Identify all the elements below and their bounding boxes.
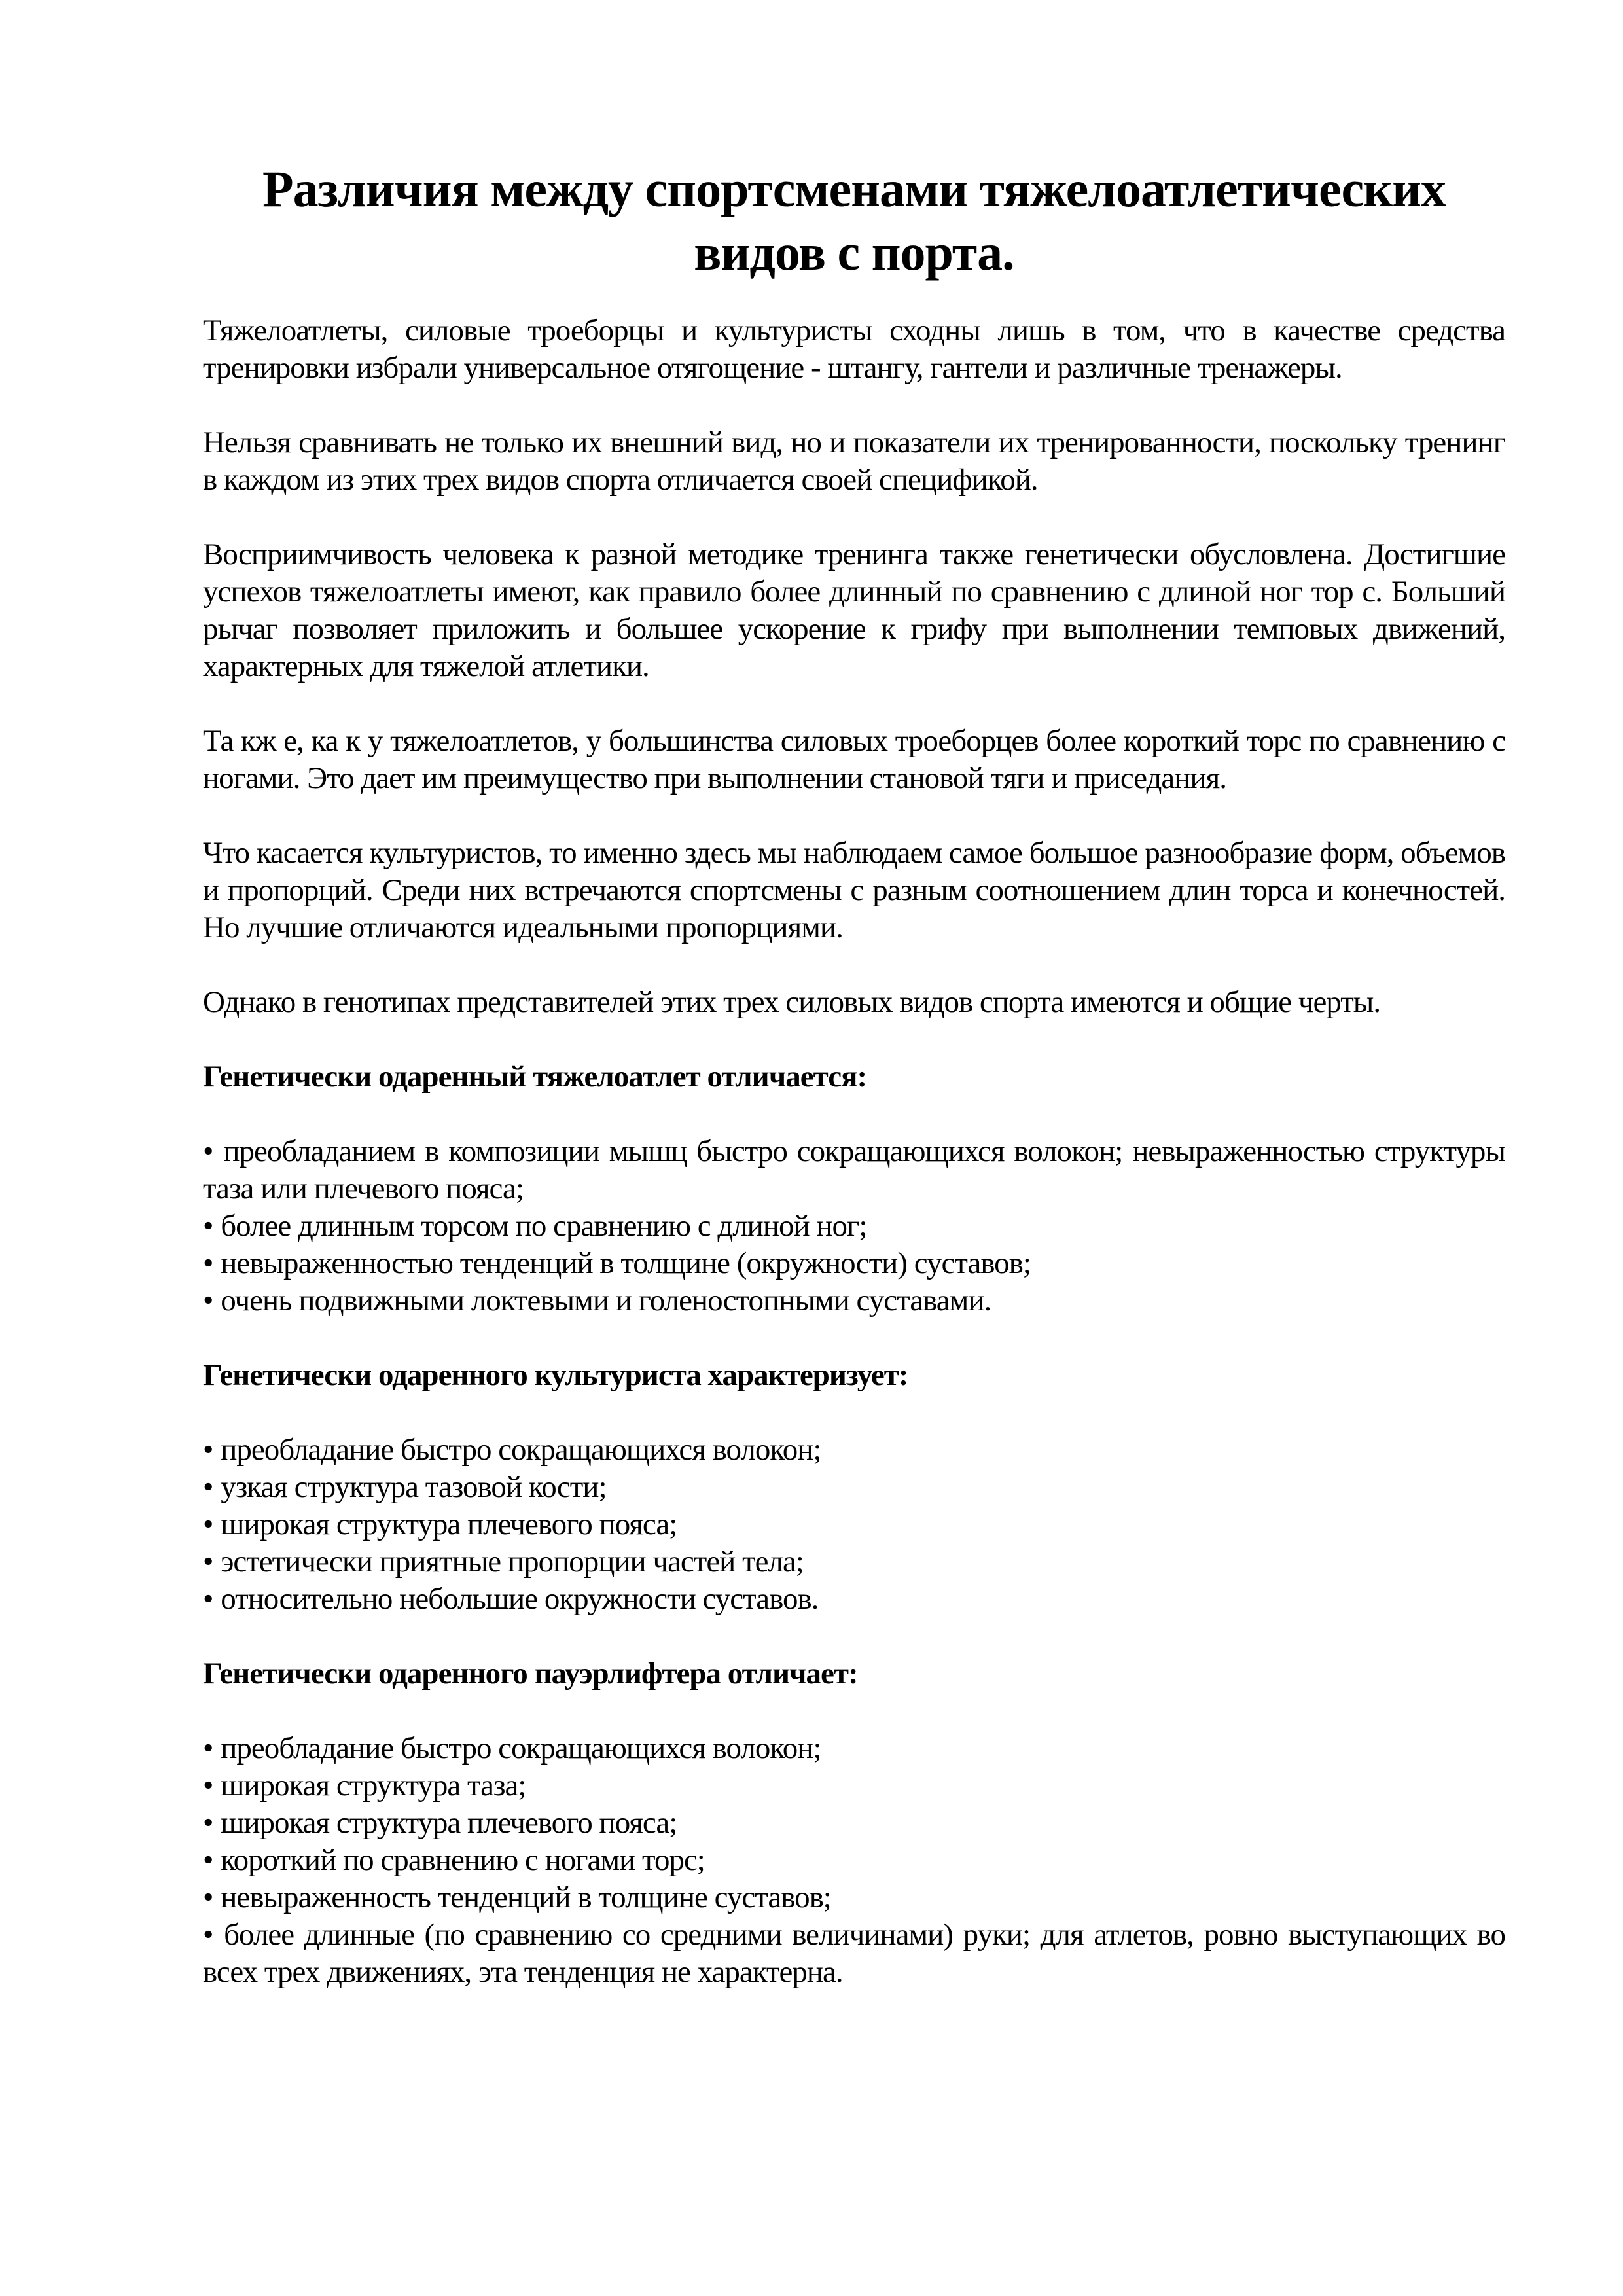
bullet-icon: • xyxy=(203,1843,214,1877)
document-title-line-2: видов с порта. xyxy=(694,224,1014,281)
bullet-icon: • xyxy=(203,1806,214,1840)
bullet-item xyxy=(203,1506,1505,1543)
bullet-icon: • xyxy=(203,1768,214,1803)
bullet-list-powerlifter xyxy=(203,1730,1505,1991)
bullet-item xyxy=(203,1581,1505,1618)
bullet-icon: • xyxy=(203,1918,214,1952)
bullet-text: преобладание быстро сокращающихся волокон; xyxy=(221,1731,821,1765)
bullet-icon: • xyxy=(203,1880,214,1914)
bullet-item xyxy=(203,1916,1505,1991)
bullet-item xyxy=(203,1879,1505,1916)
bullet-icon: • xyxy=(203,1470,214,1504)
bullet-icon: • xyxy=(203,1433,214,1467)
bullet-icon: • xyxy=(203,1507,214,1541)
bullet-list-bodybuilder xyxy=(203,1431,1505,1618)
bullet-list-weightlifter xyxy=(203,1133,1505,1319)
paragraph-5: Что касается культуристов, то именно здесь мы наблюдаем самое большое разнообразие форм, объемов и пропорций. Среди них встречаются спортсмены с разным соотношением длин торса и конечностей. Но лучшие отличаются идеальными пропорциями. xyxy=(203,836,1505,944)
section-heading-powerlifter: Генетически одаренного пауэрлифтера отличает: xyxy=(203,1657,858,1691)
bullet-item xyxy=(203,1245,1505,1282)
bullet-item xyxy=(203,1133,1505,1208)
bullet-icon: • xyxy=(203,1545,214,1579)
document-content xyxy=(203,157,1505,2028)
paragraph-1: Тяжелоатлеты, силовые троеборцы и культуристы сходны лишь в том, что в качестве средства тренировки избрали универсальное отягощение - штангу, гантели и различные тренажеры. xyxy=(203,314,1505,385)
bullet-icon: • xyxy=(203,1283,214,1318)
bullet-item xyxy=(203,1543,1505,1581)
document-title xyxy=(203,157,1505,284)
bullet-item xyxy=(203,1804,1505,1842)
paragraph-3: Восприимчивость человека к разной методике тренинга также генетически обусловлена. Достигшие успехов тяжелоатлеты имеют, как правило более длинный по сравнению с длиной ног тор с. Больший рычаг позволяет приложить и большее ускорение к грифу при выполнении темповых движений, характерных для тяжелой атлетики. xyxy=(203,537,1505,683)
bullet-text: более длинным торсом по сравнению с длиной ног; xyxy=(221,1209,867,1243)
bullet-text: преобладание быстро сокращающихся волокон; xyxy=(221,1433,821,1467)
bullet-text: широкая структура плечевого пояса; xyxy=(221,1507,677,1541)
bullet-item xyxy=(203,1842,1505,1879)
section-heading-bodybuilder: Генетически одаренного культуриста характеризует: xyxy=(203,1358,908,1392)
bullet-icon: • xyxy=(203,1209,214,1243)
paragraph-4: Та кж е, ка к у тяжелоатлетов, у большинства силовых троеборцев более короткий торс по сравнению с ногами. Это дает им преимущество при выполнении становой тяги и приседания. xyxy=(203,724,1505,795)
paragraph-2: Нельзя сравнивать не только их внешний вид, но и показатели их тренированности, поскольку тренинг в каждом из этих трех видов спорта отличается своей спецификой. xyxy=(203,425,1505,497)
bullet-text: короткий по сравнению с ногами торс; xyxy=(221,1843,705,1877)
bullet-text: более длинные (по сравнению со средними величинами) руки; для атлетов, ровно выступающих во всех трех движениях, эта тенденция не характерна. xyxy=(203,1918,1506,1989)
bullet-text: эстетически приятные пропорции частей тела; xyxy=(221,1545,804,1579)
bullet-text: узкая структура тазовой кости; xyxy=(221,1470,607,1504)
bullet-text: широкая структура плечевого пояса; xyxy=(221,1806,677,1840)
bullet-text: невыраженность тенденций в толщине суставов; xyxy=(221,1880,831,1914)
bullet-text: относительно небольшие окружности суставов. xyxy=(221,1582,819,1616)
document-title-line-1: Различия между спортсменами тяжелоатлетических xyxy=(262,160,1446,217)
bullet-text: широкая структура таза; xyxy=(221,1768,526,1803)
section-heading-weightlifter: Генетически одаренный тяжелоатлет отличается: xyxy=(203,1060,867,1094)
bullet-item xyxy=(203,1469,1505,1506)
bullet-text: очень подвижными локтевыми и голеностопными суставами. xyxy=(221,1283,991,1318)
bullet-item xyxy=(203,1208,1505,1245)
bullet-text: преобладанием в композиции мышц быстро сокращающихся волокон; невыраженностью структуры таза или плечевого пояса; xyxy=(203,1134,1505,1206)
bullet-icon: • xyxy=(203,1731,214,1765)
bullet-item xyxy=(203,1431,1505,1469)
bullet-item xyxy=(203,1730,1505,1767)
bullet-item xyxy=(203,1282,1505,1319)
bullet-icon: • xyxy=(203,1134,214,1168)
bullet-text: невыраженностью тенденций в толщине (окружности) суставов; xyxy=(221,1246,1031,1280)
bullet-icon: • xyxy=(203,1582,214,1616)
bullet-icon: • xyxy=(203,1246,214,1280)
bullet-item xyxy=(203,1767,1505,1804)
paragraph-6: Однако в генотипах представителей этих трех силовых видов спорта имеются и общие черты. xyxy=(203,985,1381,1019)
